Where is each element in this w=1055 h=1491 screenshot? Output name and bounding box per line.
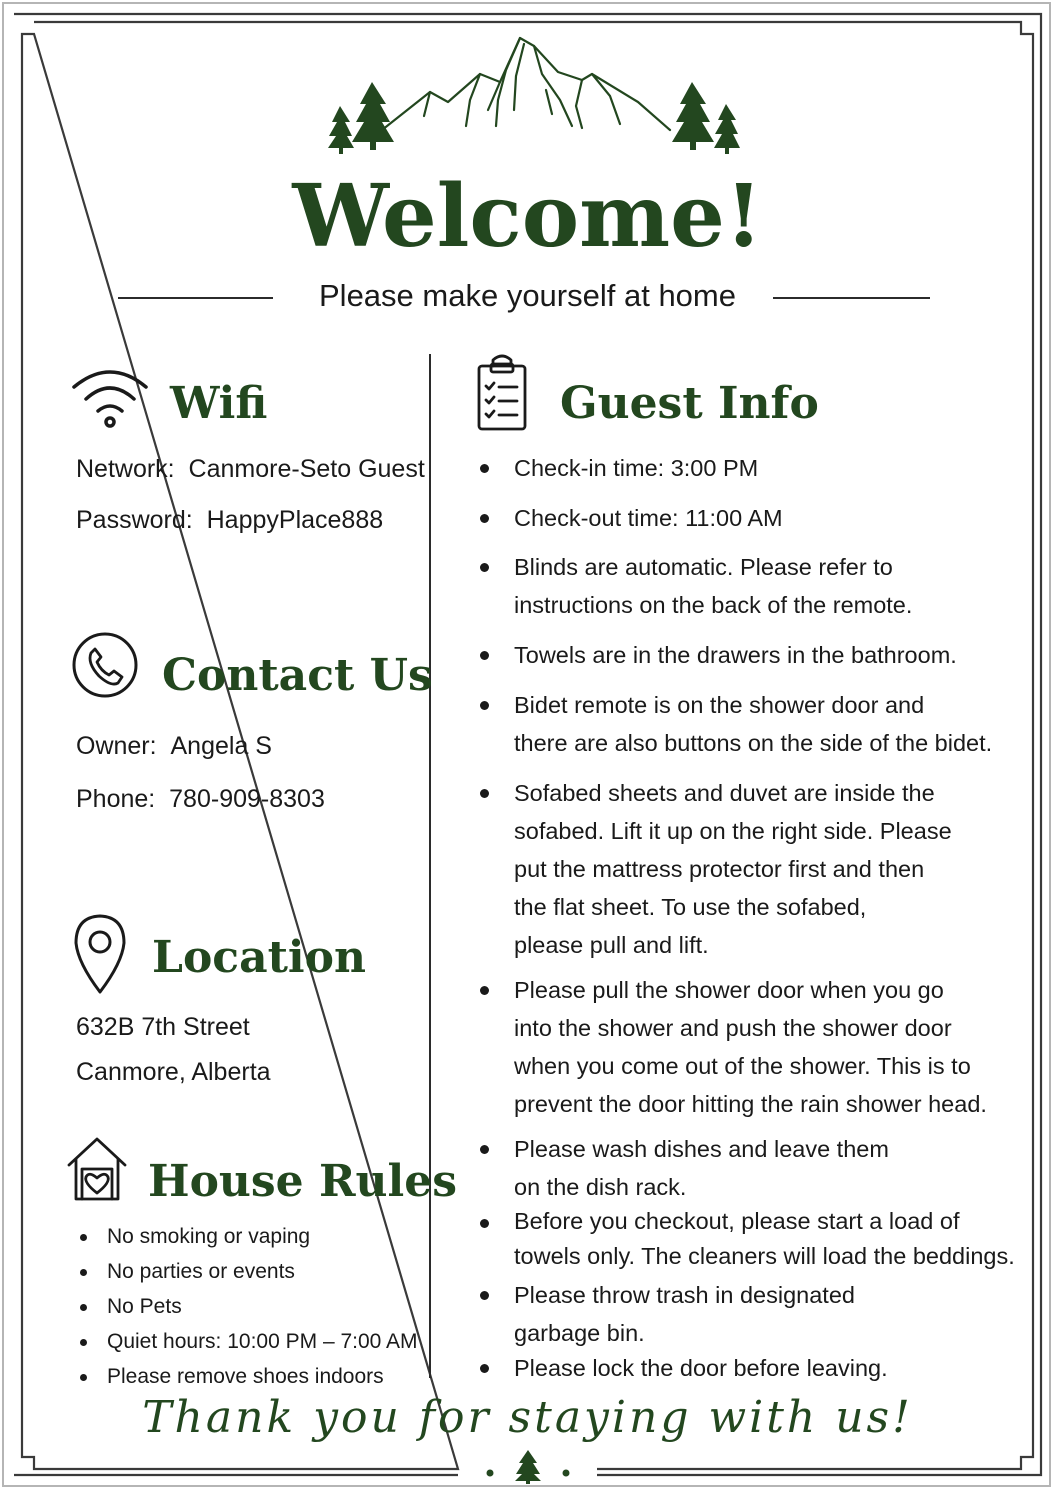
location-heading: Location	[152, 932, 366, 983]
contact-phone-value: 780-909-8303	[169, 785, 325, 813]
guest-info-line: towels only. The cleaners will load the beddings.	[514, 1243, 1015, 1269]
house-rule-item: Quiet hours: 10:00 PM – 7:00 AM	[76, 1329, 418, 1364]
guest-info-line: Towels are in the drawers in the bathroom.	[514, 642, 957, 668]
contact-owner-label: Owner:	[76, 732, 157, 760]
guest-info-item	[476, 971, 987, 1123]
guest-info-line: Please lock the door before leaving.	[514, 1355, 888, 1381]
wifi-network-label: Network:	[76, 455, 175, 483]
guest-info-item	[476, 449, 758, 487]
guest-info-item	[476, 1349, 888, 1387]
location-address-line2: Canmore, Alberta	[76, 1058, 271, 1086]
wifi-network	[76, 454, 425, 484]
house-heart-icon	[66, 1135, 128, 1203]
wifi-icon	[70, 363, 150, 429]
contact-phone	[76, 784, 325, 814]
wifi-password	[76, 505, 383, 535]
guest-info-line: the flat sheet. To use the sofabed,	[514, 894, 867, 920]
guest-info-line: Check-out time: 11:00 AM	[514, 505, 783, 531]
guest-info-item	[476, 1130, 889, 1206]
house-rule-item: No parties or events	[76, 1259, 418, 1294]
location-address-line1: 632B 7th Street	[76, 1013, 250, 1041]
pine-tree-ornament	[476, 1448, 580, 1484]
house-rule-item: No Pets	[76, 1294, 418, 1329]
guest-info-item	[476, 1276, 855, 1352]
guest-info-item	[476, 548, 912, 624]
contact-owner	[76, 731, 272, 761]
guest-info-line: there are also buttons on the side of the bidet.	[514, 730, 993, 756]
guest-info-item	[476, 1204, 1015, 1274]
guest-info-line: sofabed. Lift it up on the right side. Please	[514, 818, 952, 844]
house-rule-item: No smoking or vaping	[76, 1224, 418, 1259]
guest-info-item	[476, 636, 957, 674]
guest-info-line: Please throw trash in designated	[514, 1282, 855, 1308]
guest-info-line: garbage bin.	[514, 1320, 645, 1346]
guest-info-line: Sofabed sheets and duvet are inside the	[514, 780, 935, 806]
guest-info-heading: Guest Info	[560, 378, 819, 429]
guest-info-line: instructions on the back of the remote.	[514, 592, 913, 618]
guest-info-line: Please wash dishes and leave them	[514, 1136, 889, 1162]
guest-info-item	[476, 499, 783, 537]
house-rules-list	[76, 1224, 418, 1399]
guest-info-item	[476, 774, 952, 964]
guest-info-line: Bidet remote is on the shower door and	[514, 692, 925, 718]
page-title: Welcome!	[292, 166, 763, 267]
guest-info-line: on the dish rack.	[514, 1174, 687, 1200]
contact-phone-label: Phone:	[76, 785, 156, 813]
house-rule-item: Please remove shoes indoors	[76, 1364, 418, 1399]
wifi-password-value: HappyPlace888	[206, 506, 384, 534]
guest-info-line: into the shower and push the shower door	[514, 1015, 952, 1041]
guest-info-list	[476, 0, 1036, 1400]
guest-info-line: please pull and lift.	[514, 932, 709, 958]
guest-info-line: Blinds are automatic. Please refer to	[514, 554, 893, 580]
thank-you-message: Thank you for staying with us!	[142, 1392, 913, 1443]
page-subtitle: Please make yourself at home	[319, 278, 736, 313]
house-rules-heading: House Rules	[148, 1156, 458, 1207]
contact-heading: Contact Us	[162, 650, 433, 701]
guest-info-line: when you come out of the shower. This is to	[514, 1053, 971, 1079]
contact-owner-value: Angela S	[170, 732, 272, 760]
guest-info-line: Before you checkout, please start a load of	[514, 1208, 960, 1234]
guest-info-line: put the mattress protector first and then	[514, 856, 925, 882]
guest-info-item	[476, 686, 992, 762]
wifi-heading: Wifi	[170, 378, 268, 429]
guest-info-line: Please pull the shower door when you go	[514, 977, 944, 1003]
wifi-password-label: Password:	[76, 506, 193, 534]
wifi-network-value: Canmore-Seto Guest	[188, 455, 425, 483]
guest-info-line: prevent the door hitting the rain shower head.	[514, 1091, 987, 1117]
phone-icon	[71, 631, 139, 699]
location-pin-icon	[72, 913, 128, 995]
guest-info-line: Check-in time: 3:00 PM	[514, 455, 759, 481]
column-divider	[429, 354, 431, 1378]
